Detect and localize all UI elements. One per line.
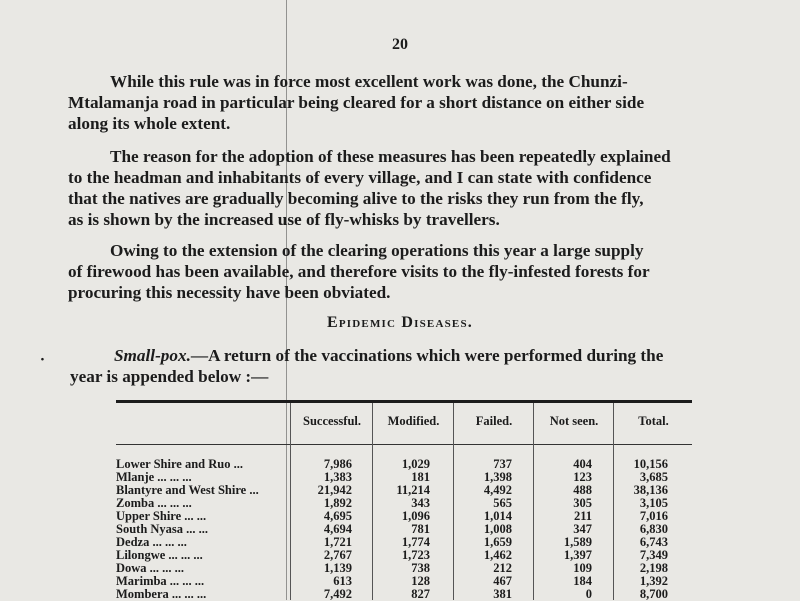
table-cell: 613 <box>333 574 352 588</box>
table-cell: 1,659 <box>483 535 512 549</box>
margin-dot: · <box>40 352 45 368</box>
table-cell: 381 <box>493 587 512 601</box>
table-cell: 488 <box>573 483 592 497</box>
table-cell: 6,830 <box>639 522 668 536</box>
paragraph-firewood <box>68 240 732 303</box>
header-successful: Successful. <box>303 414 361 428</box>
table-cell: 212 <box>493 561 512 575</box>
district-name: Upper Shire ... ... <box>116 509 207 523</box>
paragraph-line: of firewood has been available, and therefore visits to the fly-infested forests for <box>68 262 650 281</box>
district-name: Dedza ... ... ... <box>116 535 187 549</box>
district-name: Marimba ... ... ... <box>116 574 205 588</box>
district-name: Blantyre and West Shire ... <box>116 483 259 497</box>
paragraph-clearing-rule <box>68 71 732 134</box>
district-name: Lower Shire and Ruo ... <box>116 457 243 471</box>
smallpox-line-1 <box>70 345 734 366</box>
table-cell: 1,398 <box>483 470 512 484</box>
smallpox-line-2: year is appended below :— <box>70 367 269 386</box>
paragraph-smallpox <box>70 345 734 387</box>
table-cell: 2,198 <box>639 561 668 575</box>
district-name: Mombera ... ... ... <box>116 587 207 601</box>
table-header-rule <box>116 444 692 445</box>
table-cell: 343 <box>411 496 430 510</box>
table-cell: 1,096 <box>401 509 430 523</box>
smallpox-label: Small-pox. <box>114 346 191 365</box>
header-failed: Failed. <box>475 414 513 428</box>
table-cell: 1,008 <box>483 522 512 536</box>
table-cell: 211 <box>573 509 592 523</box>
table-cell: 7,492 <box>323 587 352 601</box>
table-cell: 305 <box>573 496 592 510</box>
table-cell: 184 <box>573 574 592 588</box>
paragraph-line: The reason for the adoption of these measures has been repeatedly explained <box>110 147 671 166</box>
table-row <box>116 588 692 601</box>
table-cell: 1,774 <box>401 535 430 549</box>
table-cell: 467 <box>493 574 512 588</box>
paragraph-line: Mtalamanja road in particular being cleared for a short distance on either side <box>68 93 645 112</box>
table-cell: 7,016 <box>639 509 668 523</box>
table-cell: 38,136 <box>633 483 668 497</box>
table-cell: 11,214 <box>396 483 430 497</box>
paragraph-line: While this rule was in force most excellent work was done, the Chunzi- <box>110 72 628 91</box>
table-cell: 827 <box>411 587 430 601</box>
table-cell: 1,397 <box>563 548 592 562</box>
table-cell: 1,029 <box>401 457 430 471</box>
vaccination-table <box>116 400 692 600</box>
table-cell: 109 <box>573 561 592 575</box>
table-cell: 3,105 <box>639 496 668 510</box>
paragraph-line: procuring this necessity have been obviated. <box>68 283 391 302</box>
table-cell: 2,767 <box>323 548 352 562</box>
table-cell: 128 <box>411 574 430 588</box>
header-total: Total. <box>638 414 669 428</box>
table-cell: 1,462 <box>483 548 512 562</box>
table-cell: 781 <box>411 522 430 536</box>
table-cell: 6,743 <box>639 535 668 549</box>
paragraph-line: that the natives are gradually becoming alive to the risks they run from the fly, <box>68 189 644 208</box>
table-cell: 1,589 <box>563 535 592 549</box>
table-cell: 4,492 <box>483 483 512 497</box>
district-name: South Nyasa ... ... <box>116 522 209 536</box>
section-heading: Epidemic Diseases. <box>327 314 473 331</box>
table-cell: 4,694 <box>323 522 352 536</box>
district-name: Lilongwe ... ... ... <box>116 548 203 562</box>
table-cell: 7,349 <box>639 548 668 562</box>
paragraph-line: to the headman and inhabitants of every village, and I can state with confidence <box>68 168 652 187</box>
table-cell: 7,986 <box>323 457 352 471</box>
table-cell: 10,156 <box>633 457 668 471</box>
paragraph-line: as is shown by the increased use of fly-whisks by travellers. <box>68 210 500 229</box>
paragraph-line: Owing to the extension of the clearing operations this year a large supply <box>110 241 644 260</box>
table-cell: 123 <box>573 470 592 484</box>
table-cell: 404 <box>573 457 592 471</box>
table-cell: 1,721 <box>323 535 352 549</box>
table-cell: 347 <box>573 522 592 536</box>
paragraph-measures-explained <box>68 146 732 230</box>
table-cell: 1,139 <box>323 561 352 575</box>
table-cell: 1,892 <box>323 496 352 510</box>
district-name: Zomba ... ... ... <box>116 496 192 510</box>
table-cell: 21,942 <box>317 483 352 497</box>
header-modified: Modified. <box>387 414 440 428</box>
table-cell: 737 <box>493 457 512 471</box>
page-number: 20 <box>392 36 408 53</box>
table-cell: 4,695 <box>323 509 352 523</box>
table-row <box>116 458 692 471</box>
table-row <box>116 549 692 562</box>
table-cell: 1,014 <box>483 509 512 523</box>
table-cell: 3,685 <box>639 470 668 484</box>
district-name: Dowa ... ... ... <box>116 561 185 575</box>
table-cell: 1,392 <box>639 574 668 588</box>
table-cell: 1,723 <box>401 548 430 562</box>
header-not-seen: Not seen. <box>549 414 599 428</box>
table-cell: 565 <box>493 496 512 510</box>
district-name: Mlanje ... ... ... <box>116 470 192 484</box>
paragraph-line: along its whole extent. <box>68 114 231 133</box>
table-top-rule <box>116 400 692 403</box>
table-cell: 1,383 <box>323 470 352 484</box>
table-cell: 181 <box>411 470 430 484</box>
table-row <box>116 484 692 497</box>
table-cell: 0 <box>585 587 592 601</box>
table-cell: 738 <box>411 561 430 575</box>
table-cell: 8,700 <box>639 587 668 601</box>
smallpox-text: —A return of the vaccinations which were performed during the <box>190 346 664 365</box>
